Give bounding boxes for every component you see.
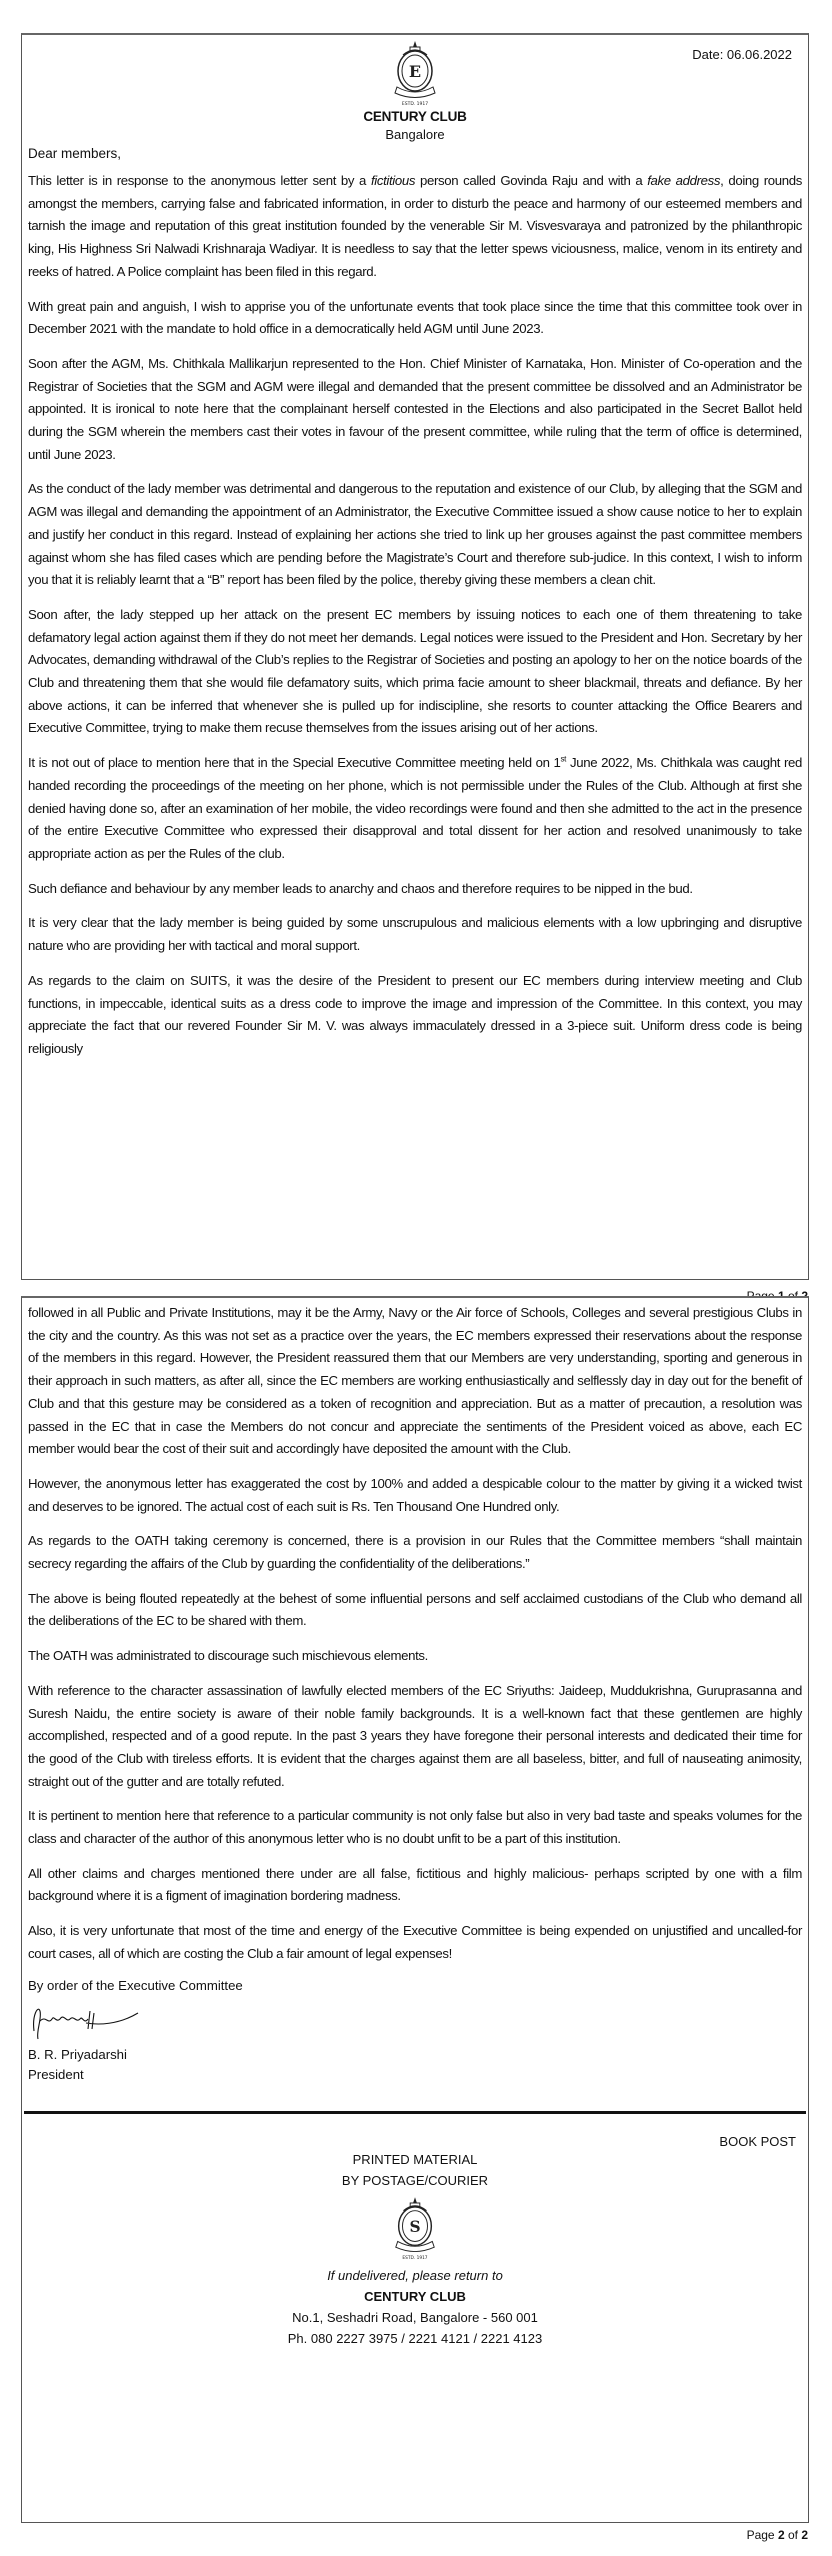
paragraph: Soon after, the lady stepped up her attack on the present EC members by issuing notices to each one of them threatening to take defamatory legal action against them if they do not meet her demands. Legal notices were issued to the President and Hon. Secretary by her Advocates, demanding withdrawal of the Club’s replies to the Registrar of Societies and posting an apology to her on the notice boards of the Club and threatening them that she would file defamatory suits, which prima facie amount to sheer blackmail, threats and defiance. By her above actions, it can be inferred that whenever she is pulled up for indiscipline, she resorts to counter attacking the Office Bearers and Executive Committee, trying to make them recuse themselves from the issues arising out of her actions.: [28, 606, 802, 736]
svg-text:S: S: [409, 2217, 421, 2236]
club-address: No.1, Seshadri Road, Bangalore - 560 001: [292, 2309, 538, 2325]
letter-page-1: [21, 33, 809, 1280]
paragraph: It is pertinent to mention here that reference to a particular community is not only false but also in very bad taste and speaks volumes for the class and character of the author of this anonymous letter who is no doubt unfit to be a part of this institution.: [28, 1808, 802, 1847]
letter-page-2: [21, 1296, 809, 2523]
paragraph: Soon after the AGM, Ms. Chithkala Mallikarjun represented to the Hon. Chief Minister of Karnataka, Hon. Minister of Co-operation and the Registrar of Societies that the SGM and AGM were illegal and demanded that the present committee be dissolved and an Administrator be appointed. It is ironical to note here that the complainant herself contested in the Elections and also participated in the Secret Ballot held during the SGM wherein the members cast their votes in favour of the present committee, while ruling that the term of office is determined, until June 2023.: [28, 355, 802, 462]
century-club-crest-icon: [389, 39, 441, 107]
letter-date: Date: 06.06.2022: [692, 47, 792, 62]
paragraph: Also, it is very unfortunate that most of the time and energy of the Executive Committee is being expended on unjustified and uncalled-for court cases, all of which are costing the Club a fair amount of legal expenses!: [28, 1923, 802, 1961]
printed-material-label: PRINTED MATERIAL: [352, 2151, 478, 2167]
club-city: Bangalore: [385, 127, 445, 142]
emphasis: fake address: [647, 173, 721, 188]
paragraph: The above is being flouted repeatedly at the behest of some influential persons and self acclaimed custodians of the Club who demand all the deliberations of the EC to be shared with them.: [28, 1590, 802, 1629]
emphasis: fictitious: [370, 173, 416, 188]
paragraph: As regards to the claim on SUITS, it was the desire of the President to present our EC members during interview meeting and Club functions, in impeccable, identical suits as a dress code to improve the image and impression of the Committee. In this context, you may appreciate the fact that our revered Founder Sir M. V. was always immaculately dressed in a 3-piece suit. Uniform dress code is being religiously: [28, 972, 802, 1056]
by-order-line: By order of the Executive Committee: [28, 1977, 243, 1993]
paragraph: All other claims and charges mentioned there under are all false, fictitious and highly malicious- perhaps scripted by one with a film background where it is a figment of imagination bordering madness.: [28, 1865, 802, 1904]
paragraph: With great pain and anguish, I wish to apprise you of the unfortunate events that took place since the time that this committee took over in December 2021 with the mandate to hold office in a democratically held AGM until June 2023.: [28, 298, 802, 337]
paragraph: The OATH was administrated to discourage such mischievous elements.: [28, 1648, 428, 1664]
return-club-name: CENTURY CLUB: [364, 2288, 466, 2304]
svg-text:ESTD. 1917: ESTD. 1917: [402, 2255, 428, 2261]
svg-text:E: E: [408, 62, 422, 81]
divider: [24, 2111, 806, 2114]
ordinal-suffix: st: [560, 754, 567, 764]
paragraph: Such defiance and behaviour by any member leads to anarchy and chaos and therefore requires to be nipped in the bud.: [28, 880, 693, 896]
paragraph: It is very clear that the lady member is being guided by some unscrupulous and malicious elements with a low upbringing and disruptive nature who are providing her with tactical and moral support.: [28, 915, 802, 954]
paragraph: As regards to the OATH taking ceremony is concerned, there is a provision in our Rules that the Committee members “shall maintain secrecy regarding the affairs of the Club by guarding the confidentiality of the deliberations.”: [28, 1533, 802, 1572]
page-number-2: Page 2 of 2: [746, 2528, 808, 2542]
signatory-name: B. R. Priyadarshi: [28, 2046, 127, 2062]
postal-block: [28, 2149, 802, 2349]
svg-text:ESTD. 1917: ESTD. 1917: [401, 102, 429, 107]
return-note: If undelivered, please return to: [327, 2267, 503, 2283]
club-phone: Ph. 080 2227 3975 / 2221 4121 / 2221 4123: [287, 2330, 543, 2346]
paragraph: As the conduct of the lady member was detrimental and dangerous to the reputation and existence of our Club, by alleging that the SGM and AGM was illegal and demanding the appointment of an Administrator, the Executive Committee issued a show cause notice to her to explain and justify her conduct in this regard. Instead of explaining her actions she tried to link up her grouses against the past committee members against whom she has filed cases which are pending before the Magistrate’s Court and therefore sub-judice. In this context, I wish to inform you that it is reliably learnt that a “B” report has been filed by the police, thereby giving these members a clean chit.: [28, 481, 802, 588]
paragraph: It is not out of place to mention here that in the Special Executive Committee meeting held on 1st June 2022, Ms. Chithkala was caught red handed recording the proceedings of the meeting on her phone, which is not permissible under the Rules of the Club. Although at first she denied having done so, after an examination of her mobile, the video recordings were found and then she admitted to the act in the presence of the entire Executive Committee who expressed their disapproval and total dissent for her action and resolved unanimously to take appropriate action as per the Rules of the club.: [28, 754, 802, 861]
handwritten-signature-icon: [28, 2001, 148, 2045]
signature-block: [28, 1978, 802, 2085]
paragraph: With reference to the character assassination of lawfully elected members of the EC Sriyuths: Jaideep, Muddukrishna, Guruprasanna and Suresh Naidu, the entire society is aware of their noble family backgrounds. It is a well-known fact that these gentlemen are highly accomplished, respected and of a good repute. In the past 3 years they have foregone their personal interests and dedicated their time for the good of the Club with tireless efforts. It is evident that the charges against them are all baseless, bitter, and full of nauseating animosity, straight out of the gutter and are totally refuted.: [28, 1682, 802, 1789]
paragraph: This letter is in response to the anonymous letter sent by a fictitious person called Govinda Raju and with a fake address, doing rounds amongst the members, carrying false and fabricated information, in order to disturb the peace and harmony of our esteemed members and tarnish the image and reputation of this great institution founded by the venerable Sir M. Visvesvaraya and patronized by the philanthropic king, His Highness Sri Nalwadi Krishnaraja Wadiyar. It is needless to say that the letter spews viciousness, malice, venom in its entirety and reeks of hatred. A Police complaint has been filed in this regard.: [28, 173, 802, 279]
salutation: Dear members,: [28, 146, 122, 161]
signatory-title: President: [28, 2066, 84, 2082]
club-name: CENTURY CLUB: [363, 109, 467, 124]
paragraph: However, the anonymous letter has exaggerated the cost by 100% and added a despicable colour to the matter by giving it a wicked twist and deserves to be ignored. The actual cost of each suit is Rs. Ten Thousand One Hundred only.: [28, 1475, 802, 1514]
century-club-crest-icon: [390, 2193, 440, 2263]
paragraph: followed in all Public and Private Institutions, may it be the Army, Navy or the Air force of Schools, Colleges and several prestigious Clubs in the city and the country. As this was not set as a practice over the years, the EC members expressed their reservations about the response of the members in this regard. However, the President reassured them that our Members are very understanding, sporting and generous in their approach in such matters, as after all, since the EC members are working enthusiastically and selflessly day in day out for the benefit of Club and that this gesture may be considered as a token of recognition and appreciation. But as a matter of precaution, a resolution was passed in the EC that in case the Members do not concur and appreciate the sentiments of the President voiced as above, each EC member would bear the cost of their suit and accordingly have deposited the amount with the Club.: [28, 1305, 802, 1457]
book-post-label: BOOK POST: [719, 2133, 796, 2149]
postage-label: BY POSTAGE/COURIER: [341, 2172, 489, 2188]
